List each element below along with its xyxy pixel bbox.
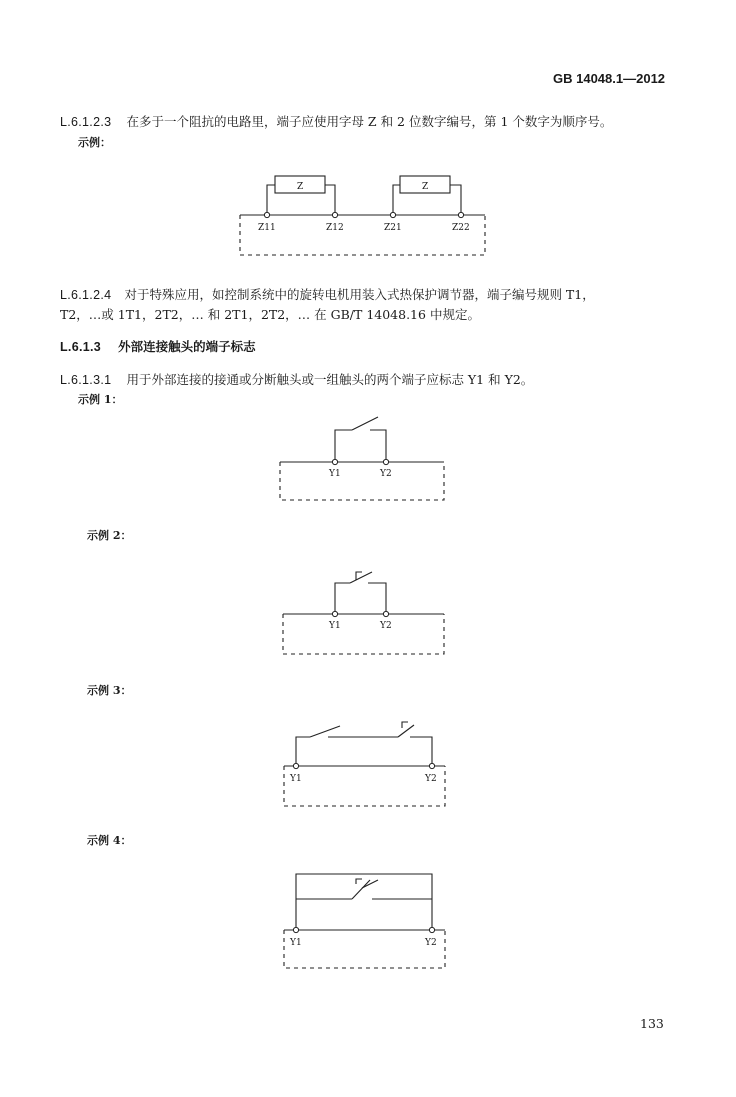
page-number: 133 (640, 1016, 664, 1031)
terminal-Z22: Z22 (452, 223, 470, 233)
terminal-Y1: Y1 (290, 774, 302, 784)
standard-id: GB 14048.1—2012 (553, 71, 666, 86)
section-L6613 (60, 336, 256, 355)
terminal-Y1: Y1 (290, 938, 302, 948)
terminal-Z21: Z21 (384, 223, 402, 233)
terminal-Z11: Z11 (258, 223, 276, 233)
terminal-Y2: Y2 (380, 469, 392, 479)
impedance-label-1: Z (297, 182, 304, 192)
contact-diagram-3 (284, 722, 445, 806)
clause-L61224 (60, 284, 700, 303)
terminal-Y1: Y1 (329, 621, 341, 631)
terminal-Y2: Y2 (425, 774, 437, 784)
impedance-label-2: Z (422, 182, 429, 192)
section-number: L.6.1.3 (60, 340, 102, 354)
example-4-label: 示例 4： (87, 834, 132, 847)
contact-diagram-1 (280, 417, 444, 500)
clause-number: L.6.1.2.4 (60, 288, 112, 302)
clause-text: 在多于一个阻抗的电路里，端子应使用字母 Z 和 2 位数字编号，第 1 个数字为顺序号。 (126, 114, 613, 129)
terminal-Y2: Y2 (425, 938, 437, 948)
clause-text-line1: 对于特殊应用，如控制系统中的旋转电机用装入式热保护调节器，端子编号规则 T1， (124, 287, 595, 302)
example-1-label: 示例 1： (78, 393, 123, 406)
impedance-diagram (240, 176, 485, 255)
section-title: 外部连接触头的端子标志 (118, 339, 256, 354)
contact-diagram-4 (284, 874, 445, 968)
terminal-Y1: Y1 (329, 469, 341, 479)
clause-text: 用于外部连接的接通或分断触头或一组触头的两个端子应标志 Y1 和 Y2。 (126, 372, 534, 387)
example-3-label: 示例 3： (87, 684, 132, 697)
terminal-Y2: Y2 (380, 621, 392, 631)
example-2-label: 示例 2： (87, 529, 132, 542)
clause-number: L.6.1.3.1 (60, 373, 112, 387)
clause-L66131 (60, 369, 533, 388)
contact-diagram-2 (283, 572, 444, 654)
clause-text-line2: T2，…或 1T1，2T2，… 和 2T1，2T2，… 在 GB/T 14048.16 中规定。 (60, 307, 480, 322)
clause-number: L.6.1.2.3 (60, 115, 112, 129)
example-label: 示例： (78, 136, 111, 149)
terminal-Z12: Z12 (326, 223, 344, 233)
